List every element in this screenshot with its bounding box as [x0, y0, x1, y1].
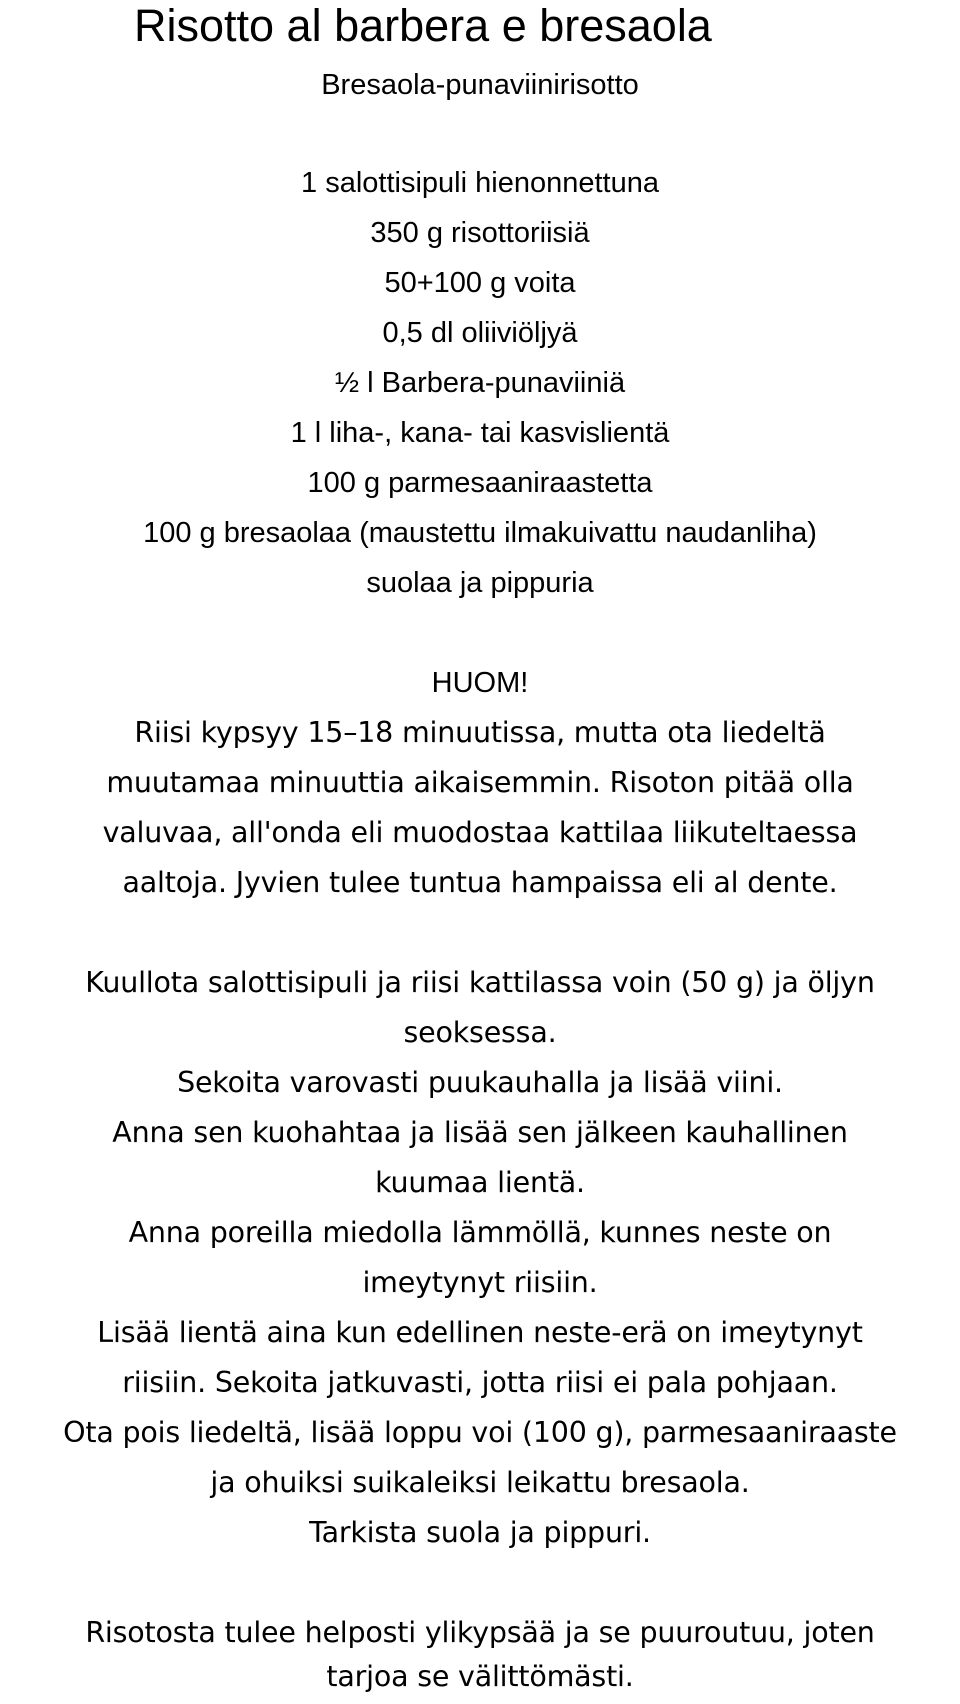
closing-line: Risotosta tulee helposti ylikypsää ja se puuroutuu, joten [85, 1616, 875, 1649]
ingredient-item: ½ l Barbera-punaviiniä [334, 367, 626, 399]
ingredient-item: 1 salottisipuli hienonnettuna [301, 167, 659, 199]
note-line: Riisi kypsyy 15–18 minuutissa, mutta ota liedeltä [134, 716, 826, 749]
method-line: Tarkista suola ja pippuri. [309, 1516, 651, 1549]
method-line: Anna sen kuohahtaa ja lisää sen jälkeen kauhallinen [112, 1116, 848, 1149]
method-line: Anna poreilla miedolla lämmöllä, kunnes neste on [128, 1216, 832, 1249]
ingredient-item: 50+100 g voita [384, 267, 576, 299]
method-line: Kuullota salottisipuli ja riisi kattilassa voin (50 g) ja öljyn [85, 966, 875, 999]
ingredient-item: 100 g bresaolaa (maustettu ilmakuivattu naudanliha) [143, 517, 817, 549]
method-line: Lisää lientä aina kun edellinen neste-erä on imeytynyt [97, 1316, 863, 1349]
ingredient-item: 350 g risottoriisiä [370, 217, 590, 249]
method-line: imeytynyt riisiin. [362, 1266, 598, 1299]
ingredient-item: 0,5 dl oliiviöljyä [382, 317, 578, 349]
note-line: aaltoja. Jyvien tulee tuntua hampaissa eli al dente. [122, 866, 838, 899]
method-line: Ota pois liedeltä, lisää loppu voi (100 g), parmesaaniraaste [63, 1416, 897, 1449]
method-line: kuumaa lientä. [375, 1166, 585, 1199]
closing-line: tarjoa se välittömästi. [326, 1660, 634, 1693]
note-line: muutamaa minuuttia aikaisemmin. Risoton pitää olla [106, 766, 854, 799]
recipe-subtitle: Bresaola-punaviinirisotto [321, 69, 639, 101]
method-line: Sekoita varovasti puukauhalla ja lisää viini. [177, 1066, 783, 1099]
recipe-title: Risotto al barbera e bresaola [134, 0, 712, 51]
ingredient-item: suolaa ja pippuria [366, 567, 594, 599]
ingredient-item: 100 g parmesaaniraastetta [307, 467, 653, 499]
method-line: riisiin. Sekoita jatkuvasti, jotta riisi ei pala pohjaan. [122, 1366, 838, 1399]
note-line: valuvaa, all'onda eli muodostaa kattilaa liikuteltaessa [102, 816, 858, 849]
method-line: seoksessa. [403, 1016, 557, 1049]
note-heading: HUOM! [431, 667, 529, 699]
method-line: ja ohuiksi suikaleiksi leikattu bresaola. [210, 1466, 750, 1499]
ingredient-item: 1 l liha-, kana- tai kasvislientä [290, 417, 670, 449]
